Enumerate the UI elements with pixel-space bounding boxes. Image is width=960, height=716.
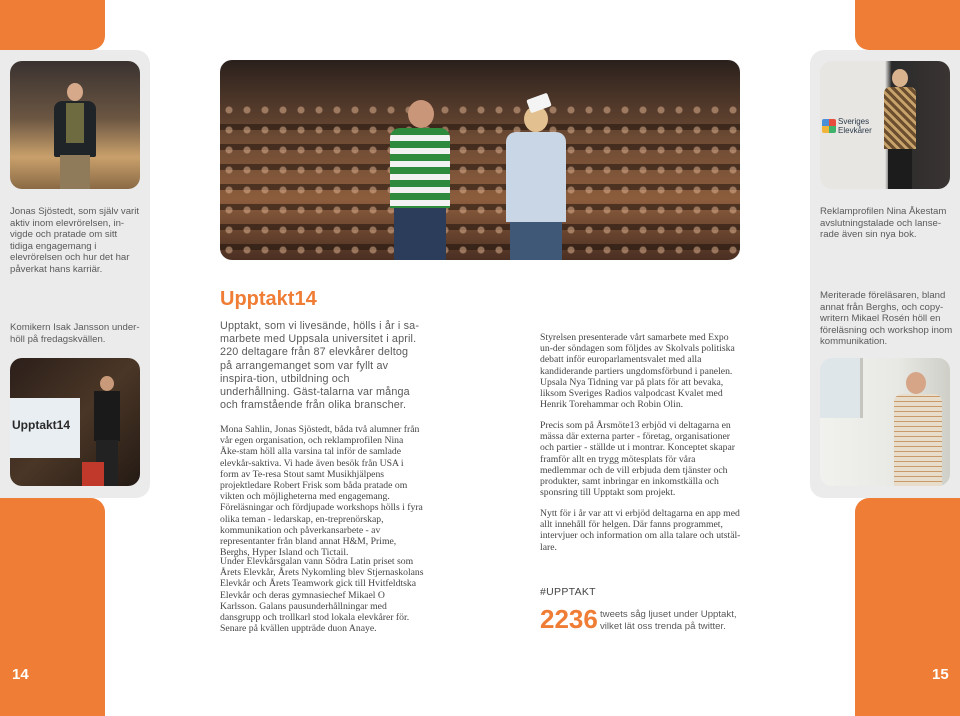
tweet-count: 2236 [540, 604, 598, 634]
projection-screen [10, 398, 80, 458]
page-number-left: 14 [12, 666, 29, 683]
woman-selfie [498, 96, 574, 260]
page-number-right: 15 [932, 666, 949, 683]
photo-jonas-sjostedt [10, 61, 140, 189]
caption-jonas: Jonas Sjöstedt, som själv varit aktiv inom elevrörelsen, in-vigde och pratade om sitt tidiga engagemang i elevrörelsen och hur det har påverkat hans karriär. [10, 206, 140, 275]
window-frame [820, 358, 863, 418]
body-paragraph-1: Mona Sahlin, Jonas Sjöstedt, båda två alumner från vår egen organisation, och reklamprofilen Nina Åke-stam höll alla varsina tal inför de samlade elevkår-saktiva. Vi hade även besök från USA i form av Te-resa Stout samt Musikhjälpens projektledare Robert Frisk som båda pratade om vikten och möjligheterna med engagemang. Föreläsningar och fördjupade workshops hölls i fyra olika teman - ledarskap, en-treprenörskap, kommunikation och påverkansarbete - av representanter från bland annat H&M, Prime, Berghs, Hyper Island och Tictail. [220, 424, 423, 559]
hashtag-label: #UPPTAKT [540, 586, 596, 598]
phone [526, 93, 551, 114]
man-selfie [380, 90, 460, 260]
tweet-description: tweets såg ljuset under Upptakt, vilket lät oss trenda på twitter. [600, 609, 737, 632]
caption-nina: Reklamprofilen Nina Åkestam avslutningstalade och lanse-rade även sin nya bok. [820, 206, 947, 240]
body-paragraph-2: Under Elevkårsgalan vann Södra Latin priset som Årets Elevkår, Årets Nykomling blev Stjernaskolans Elevkår och Årets Teamwork gick till Hvitfeldtska Elevkår och deras gymnasiechef Mikael O Karlsson. Galans pausunderhållningar med dansgrupp och trollkarl stod lokala elevkårer för. Senare på kvällen uppträde duon Anaye. [220, 556, 424, 635]
left-orange-top [0, 0, 105, 50]
audience-dots [220, 100, 740, 260]
caption-isak: Komikern Isak Jansson under-höll på fredagskvällen. [10, 322, 140, 345]
photo-mikael-rosen [820, 358, 950, 486]
photo-nina-akestam [820, 61, 950, 189]
sign-text: Sveriges Elevkårer [838, 117, 872, 135]
right-orange-bottom [855, 498, 960, 716]
caption-mikael: Meriterade föreläsaren, bland annat från Berghs, och copy-writern Mikael Rosén höll en föreläsning och workshop inom kommunikation. [820, 290, 953, 347]
right-orange-top [855, 0, 960, 50]
body-paragraph-5: Nytt för i år var att vi erbjöd deltagarna en app med allt innehåll för helgen. Där fanns programmet, intervjuer och information om alla talare och utstäl-lare. [540, 508, 741, 553]
elevkarer-sign [820, 111, 880, 141]
photo-isak-jansson [10, 358, 140, 486]
speaker-figure [52, 83, 98, 189]
body-paragraph-3: Styrelsen presenterade vårt samarbete med Expo un-der söndagen som följdes av Skolvals politiska debatt inför europarlamentsvalet med alla kandiderande partiers ungdomsförbund i panelen. Upsala Nya Tidning var på plats för att bevaka, liksom Sveriges Radios valpodcast Kvalet med Henrik Torehammar och Robin Olin. [540, 332, 735, 411]
left-orange-bottom [0, 498, 105, 716]
red-banner [82, 462, 104, 486]
speaker-nina [882, 69, 918, 189]
article-intro: Upptakt, som vi livesände, hölls i år i sa-marbete med Uppsala universitet i april. 220 deltagare från 87 elevkårer deltog på arrangemanget som var fyllt av inspira-tion, utbildning och underhållning. Gäst-talarna var många och framstående från olika branscher. [220, 320, 420, 412]
hero-photo-selfie [220, 60, 740, 260]
body-paragraph-4: Precis som på Årsmöte13 erbjöd vi deltagarna en mässa där externa parter - företag, organisationer och partier - ställde ut i montrar. Konceptet skapar framför allt en trygg mötesplats för våra medlemmar och de vill erbjuda dem tjänster och produkter, samt inbringar en inkomstkälla och sponsring till Upptakt som projekt. [540, 420, 736, 499]
slide-text: Upptakt14 [12, 418, 71, 432]
speaker-mikael [890, 372, 946, 486]
article-title: Upptakt14 [220, 288, 317, 310]
